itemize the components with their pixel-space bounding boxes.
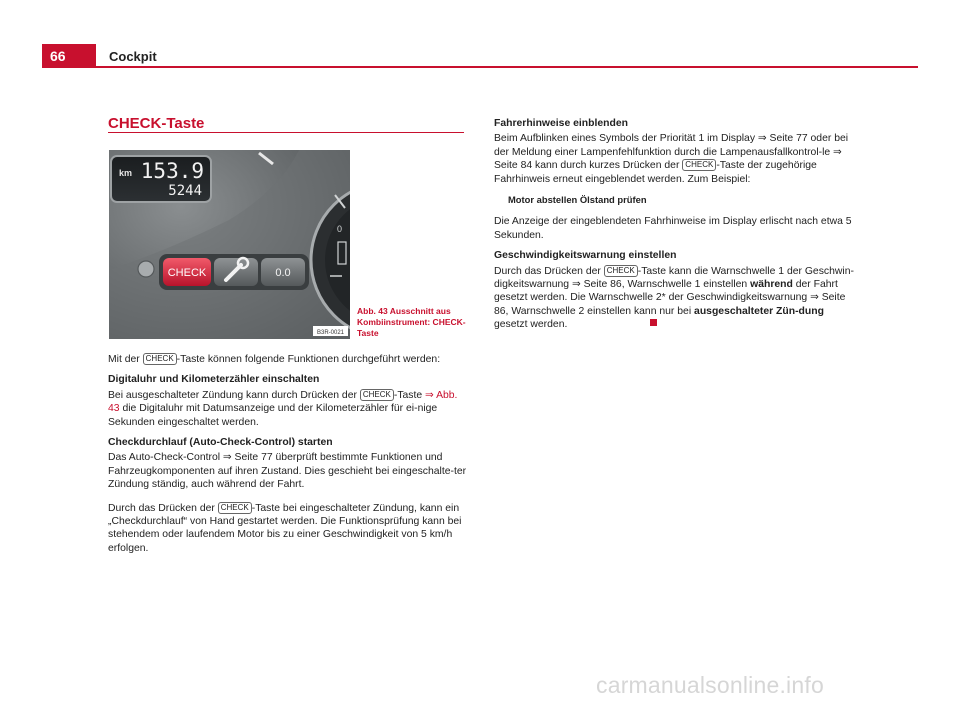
paragraph-manual-check: Durch das Drücken der CHECK -Taste bei eingeschalteter Zündung, kann ein „Checkdurchlauf“ von Hand gestartet werden. Die Funktionsprüfung kann bei stehendem oder laufendem Motor bis zu einer Geschwindigkeit von 5 km/h erfolgen. [108, 502, 462, 554]
check-button-label: CHECK [167, 267, 207, 279]
chapter-title: Cockpit [109, 49, 157, 64]
reset-button-label: 0.0 [275, 267, 291, 279]
example-message: Motor abstellen Ölstand prüfen [508, 194, 647, 206]
check-key-badge: CHECK [360, 389, 394, 401]
check-key-badge: CHECK [682, 159, 716, 171]
svg-text:0: 0 [337, 224, 343, 234]
watermark: carmanualsonline.info [596, 672, 824, 698]
section-end-marker [650, 319, 657, 326]
paragraph-auto-check-control: Das Auto-Check-Control ⇒ Seite 77 überprüft bestimmte Funktionen und Fahrzeugkomponenten auf ihren Zustand. Dies geschieht bei eingeschalte-ter Zündung ständig, auch während der Fahrt. [108, 452, 467, 491]
check-key-badge: CHECK [143, 353, 177, 365]
section-title: CHECK-Taste [108, 115, 205, 132]
check-key-badge: CHECK [218, 502, 252, 514]
knob-icon [138, 261, 154, 277]
header-rule [96, 66, 918, 68]
left-column [108, 353, 468, 562]
instrument-cluster-illustration [109, 150, 350, 339]
page-number: 66 [42, 44, 96, 68]
odometer-value: 5244 [168, 183, 202, 199]
intro-paragraph: Mit der CHECK -Taste können folgende Funktionen durchgeführt werden: [108, 354, 441, 365]
paragraph-speed-warning: Durch das Drücken der CHECK -Taste kann die Warnschwelle 1 der Geschwin-digkeitswarnung ⇒ Seite 86, Warnschwelle 1 einstellen während der Fahrt gesetzt werden. Die Warnschwelle 2* der Geschwindigkeitswarnung ⇒ Seite 86, Warnschwelle 2 einstellen kann nur bei ausgeschalteter Zün-dung gesetzt werden. [494, 265, 854, 331]
heading-speed-warning: Geschwindigkeitswarnung einstellen [494, 250, 677, 262]
heading-check-run: Checkdurchlauf (Auto-Check-Control) starten [108, 437, 333, 449]
paragraph-driver-messages: Beim Aufblinken eines Symbols der Priorität 1 im Display ⇒ Seite 77 oder bei der Meldung einer Lampenfehlfunktion durch die Lampenausfallkontrol-le ⇒ Seite 84 kann durch kurzes Drücken der CHECK -Taste der zugehörige Fahrhinweis erneut eingeblendet werden. Zum Beispiel: [494, 133, 849, 185]
heading-driver-messages: Fahrerhinweise einblenden [494, 118, 628, 129]
paragraph-message-timeout: Die Anzeige der eingeblendeten Fahrhinweise im Display erlischt nach etwa 5 Sekunden. [494, 216, 852, 241]
section-rule [108, 132, 464, 133]
heading-digital-clock: Digitaluhr und Kilometerzähler einschalten [108, 374, 320, 386]
figure-caption: Abb. 43 Ausschnitt aus Kombiinstrument: CHECK-Taste [357, 306, 466, 338]
instrument-cluster-figure [109, 150, 350, 339]
trip-value: 153.9 [140, 159, 204, 183]
page-header [0, 0, 960, 70]
display-unit: km [119, 168, 133, 178]
paragraph-digital-clock: Bei ausgeschalteter Zündung kann durch Drücken der CHECK -Taste ⇒ Abb. 43 die Digitaluhr mit Datumsanzeige und der Kilometerzähler für ei-nige Sekunden eingeschaltet werden. [108, 389, 458, 428]
check-key-badge: CHECK [604, 265, 638, 277]
image-code: B3R-0021 [316, 330, 345, 336]
figure-reference-link[interactable]: ⇒ Abb. 43 [108, 389, 458, 415]
right-column [494, 117, 854, 339]
